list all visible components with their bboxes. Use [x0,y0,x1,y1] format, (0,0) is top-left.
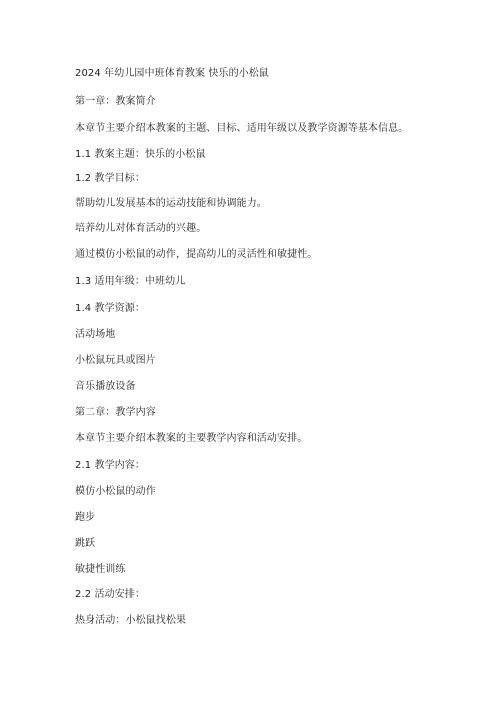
section-2-2: 2.2 活动安排： [75,589,145,600]
content-item-2: 跑步 [75,512,96,523]
chapter-2-intro: 本章节主要介绍本教案的主要教学内容和活动安排。 [75,433,308,444]
chapter-1-heading: 第一章：教案简介 [75,96,156,107]
section-1-3: 1.3 适用年级：中班幼儿 [75,276,186,287]
section-1-2: 1.2 教学目标： [75,173,145,184]
section-2-1: 2.1 教学内容： [75,460,145,471]
resource-item-2: 小松鼠玩具或图片 [75,355,156,366]
content-item-4: 敏捷性训练 [75,564,126,575]
section-1-1: 1.1 教案主题：快乐的小松鼠 [75,149,206,160]
goal-item-2: 培养幼儿对体育活动的兴趣。 [75,223,207,234]
content-item-1: 模仿小松鼠的动作 [75,486,156,497]
section-1-4: 1.4 教学资源： [75,303,145,314]
activity-item-1: 热身活动：小松鼠找松果 [75,615,187,626]
chapter-1-intro: 本章节主要介绍本教案的主题、目标、适用年级以及教学资源等基本信息。 [75,123,409,134]
resource-item-3: 音乐播放设备 [75,381,136,392]
content-item-3: 跳跃 [75,538,96,549]
goal-item-3: 通过模仿小松鼠的动作，提高幼儿的灵活性和敏捷性。 [75,249,318,260]
document-title: 2024 年幼儿园中班体育教案 快乐的小松鼠 [75,68,270,79]
goal-item-1: 帮助幼儿发展基本的运动技能和协调能力。 [75,198,267,209]
chapter-2-heading: 第二章：教学内容 [75,407,156,418]
resource-item-1: 活动场地 [75,329,116,340]
